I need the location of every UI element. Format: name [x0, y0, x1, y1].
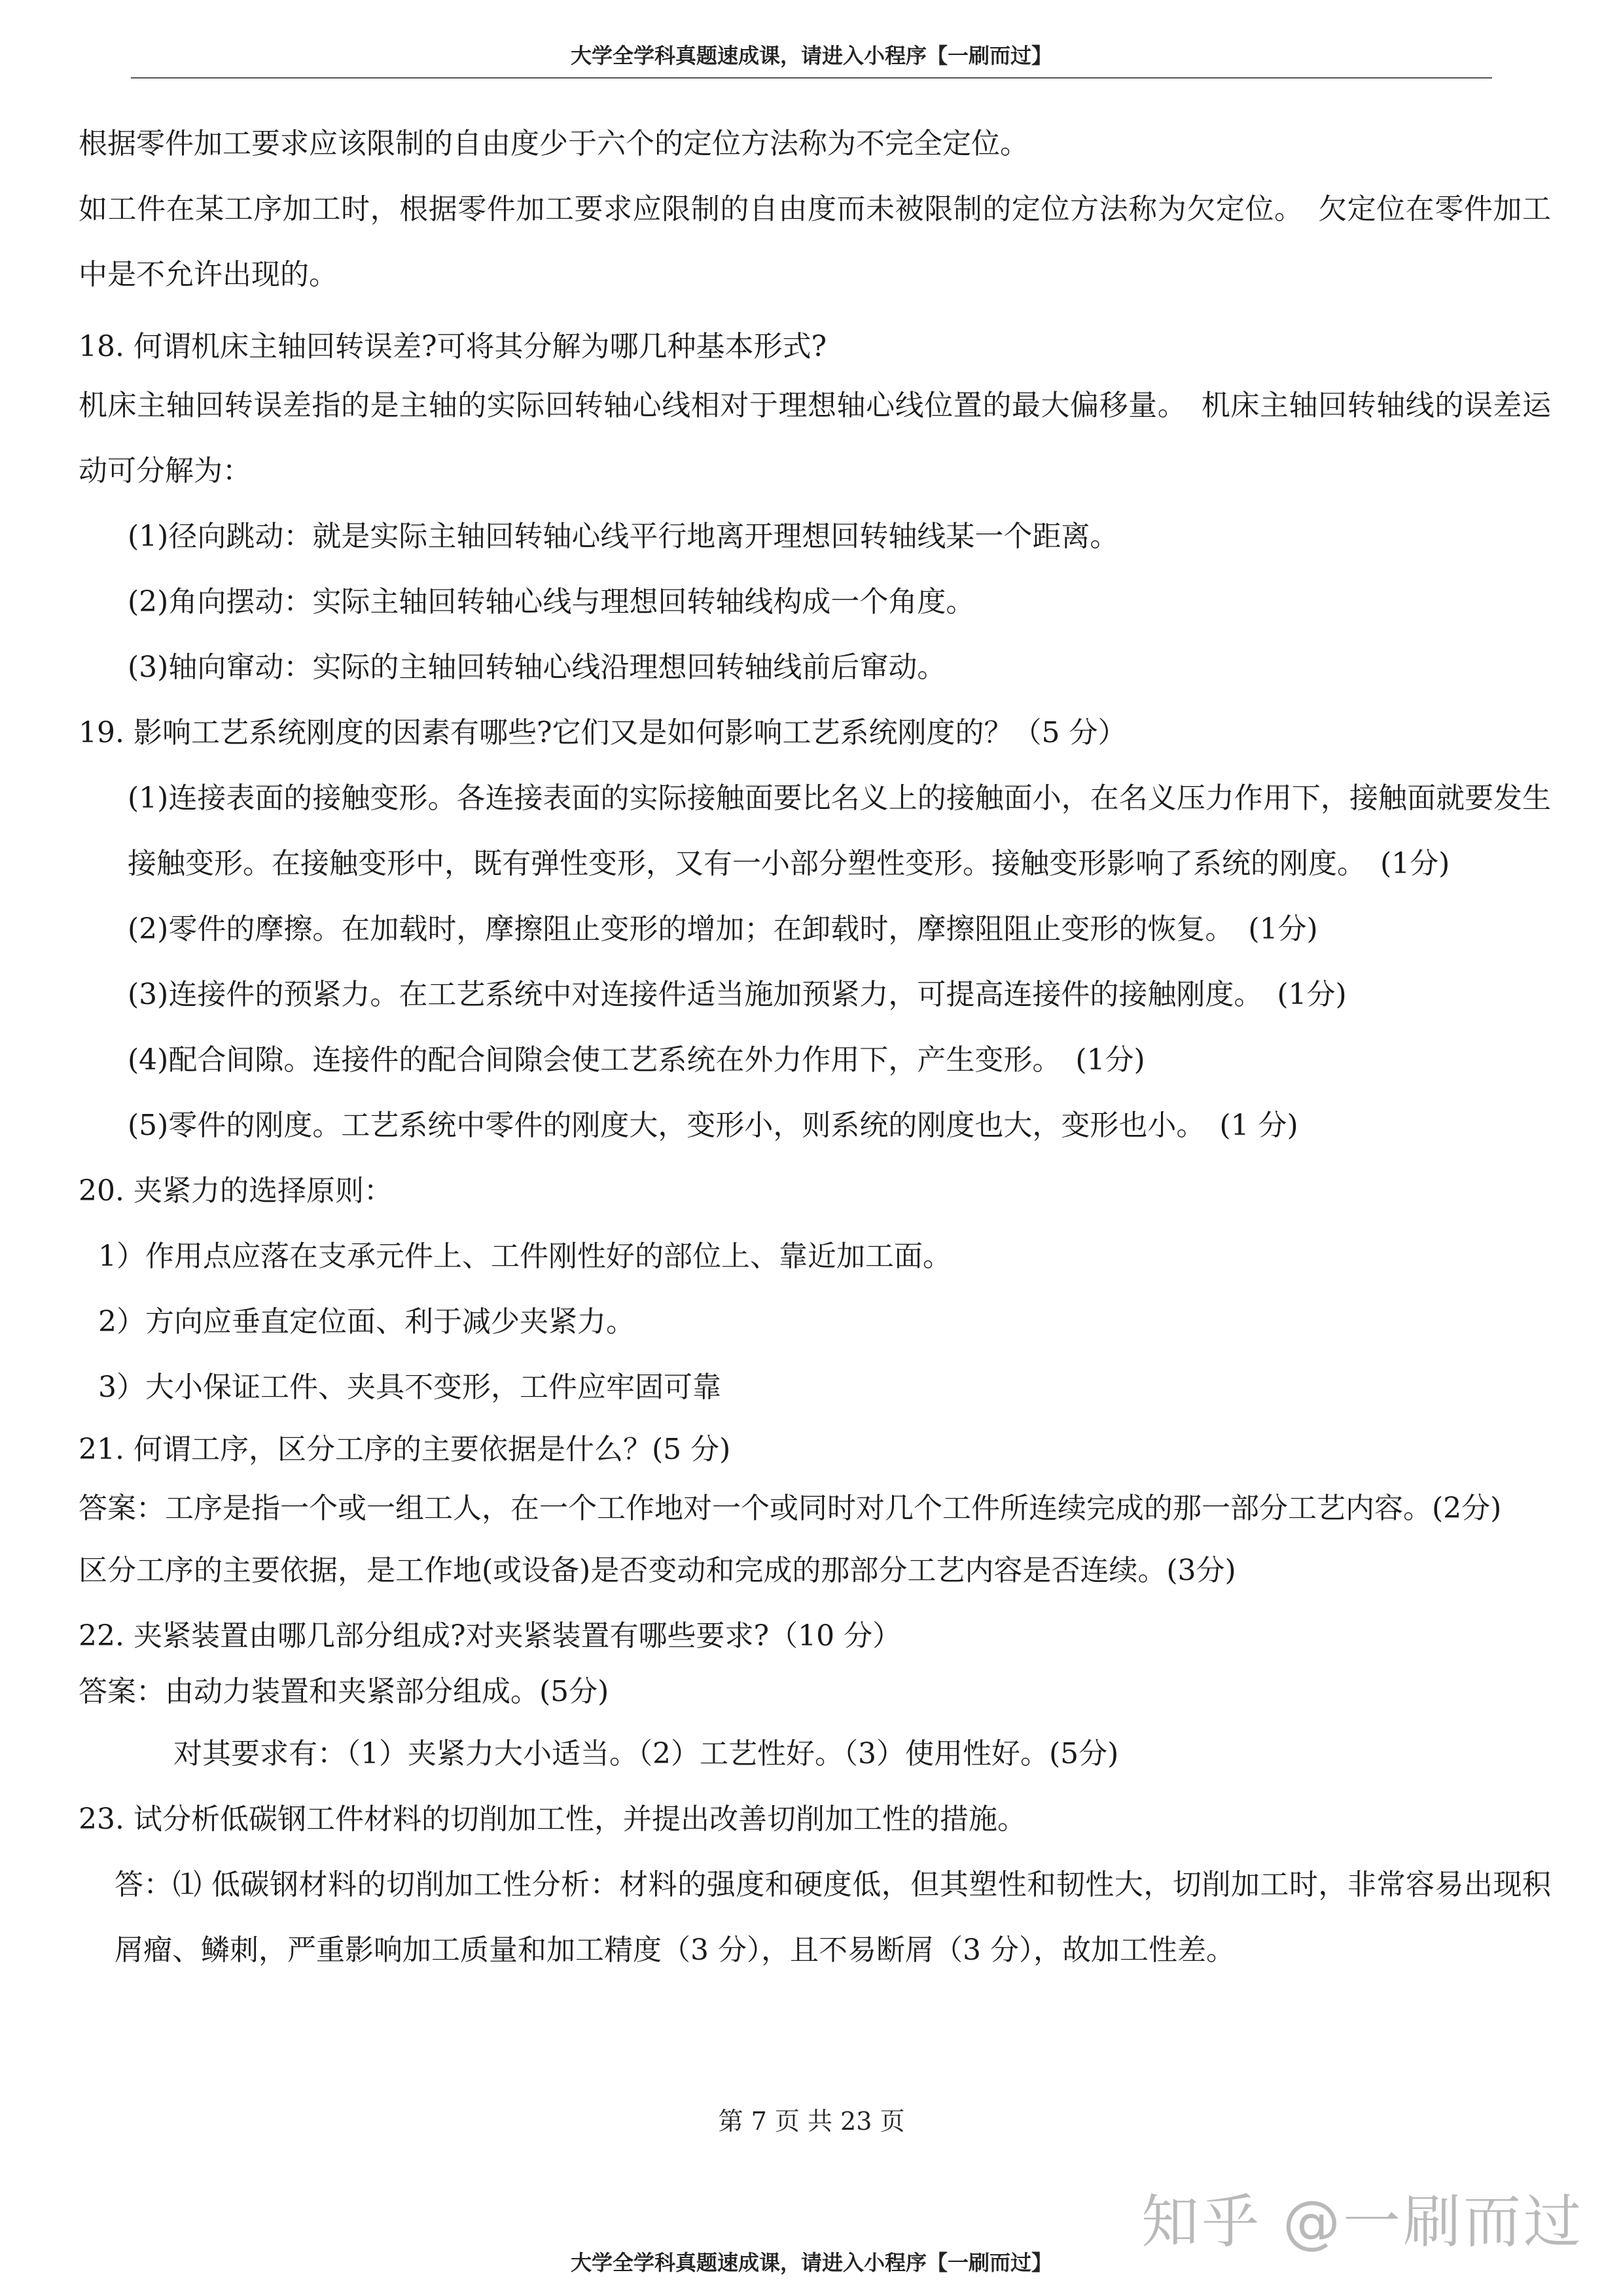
page-number: 第 7 页 共 23 页	[718, 2107, 905, 2136]
question-21-answer-2: 区分工序的主要依据，是工作地(或设备)是否变动和完成的那部分工艺内容是否连续。(3分)	[79, 1554, 1236, 1587]
question-19-title: 19. 影响工艺系统刚度的因素有哪些?它们又是如何影响工艺系统刚度的？（5 分）	[79, 716, 1127, 749]
list-item: (2)零件的摩擦。在加载时，摩擦阻止变形的增加；在卸载时，摩擦阻阻止变形的恢复。 (1分)	[128, 912, 1318, 946]
question-21-answer: 答案：工序是指一个或一组工人，在一个工作地对一个或同时对几个工件所连续完成的那一部分工艺内容。(2分)	[79, 1492, 1502, 1525]
question-20-title: 20. 夹紧力的选择原则：	[79, 1174, 393, 1208]
question-23-title: 23. 试分析低碳钢工件材料的切削加工性，并提出改善切削加工性的措施。	[79, 1803, 1026, 1836]
question-22-title: 22. 夹紧装置由哪几部分组成?对夹紧装置有哪些要求?（10 分）	[79, 1619, 902, 1653]
question-18-title: 18. 何谓机床主轴回转误差?可将其分解为哪几种基本形式?	[79, 330, 827, 363]
document-body	[79, 111, 1551, 1983]
list-item: (3)连接件的预紧力。在工艺系统中对连接件适当施加预紧力，可提高连接件的接触刚度。 (1分)	[128, 978, 1347, 1011]
question-22-answer-2: 对其要求有：（1）夹紧力大小适当。（2）工艺性好。（3）使用性好。(5分)	[173, 1737, 1119, 1770]
list-item: 1）作用点应落在支承元件上、工件刚性好的部位上、靠近加工面。	[98, 1240, 952, 1273]
text-paragraph: 如工件在某工序加工时，根据零件加工要求应限制的自由度而未被限制的定位方法称为欠定位。 欠定位在零件加工中是不允许出现的。	[79, 192, 1551, 291]
question-19-item-1: (1)连接表面的接触变形。各连接表面的实际接触面要比名义上的接触面小，在名义压力作用下，接触面就要发生接触变形。在接触变形中，既有弹性变形，又有一小部分塑性变形。接触变形影响了系统的刚度。 (1分)	[128, 781, 1551, 880]
question-18-answer: 机床主轴回转误差指的是主轴的实际回转轴心线相对于理想轴心线位置的最大偏移量。 机床主轴回转轴线的误差运动可分解为：	[79, 389, 1551, 488]
list-item: (1)径向跳动：就是实际主轴回转轴心线平行地离开理想回转轴线某一个距离。	[128, 520, 1119, 553]
question-21-title: 21. 何谓工序，区分工序的主要依据是什么？(5 分)	[79, 1433, 731, 1466]
list-item: (3)轴向窜动：实际的主轴回转轴心线沿理想回转轴线前后窜动。	[128, 651, 946, 684]
list-item: 3）大小保证工件、夹具不变形，工件应牢固可靠	[98, 1371, 721, 1404]
list-item: (2)角向摆动：实际主轴回转轴心线与理想回转轴线构成一个角度。	[128, 585, 975, 619]
text-line: 根据零件加工要求应该限制的自由度少于六个的定位方法称为不完全定位。	[79, 127, 1029, 160]
list-item: (4)配合间隙。连接件的配合间隙会使工艺系统在外力作用下，产生变形。 (1分)	[128, 1043, 1145, 1077]
header-divider	[131, 77, 1492, 79]
list-item: 2）方向应垂直定位面、利于减少夹紧力。	[98, 1305, 635, 1338]
page-header-note: 大学全学科真题速成课，请进入小程序【一刷而过】	[570, 43, 1052, 68]
question-22-answer: 答案：由动力装置和夹紧部分组成。(5分)	[79, 1675, 609, 1708]
zhihu-watermark: 知乎 @一刷而过	[1141, 2188, 1584, 2255]
page-footer-note: 大学全学科真题速成课，请进入小程序【一刷而过】	[570, 2250, 1052, 2275]
question-23-answer: 答：⑴ 低碳钢材料的切削加工性分析：材料的强度和硬度低，但其塑性和韧性大，切削加工时，非常容易出现积屑瘤、鳞刺，严重影响加工质量和加工精度（3 分），且不易断屑（3 分），故加工性差。	[115, 1868, 1551, 1967]
list-item: (5)零件的刚度。工艺系统中零件的刚度大，变形小，则系统的刚度也大，变形也小。 (1 分)	[128, 1109, 1298, 1142]
